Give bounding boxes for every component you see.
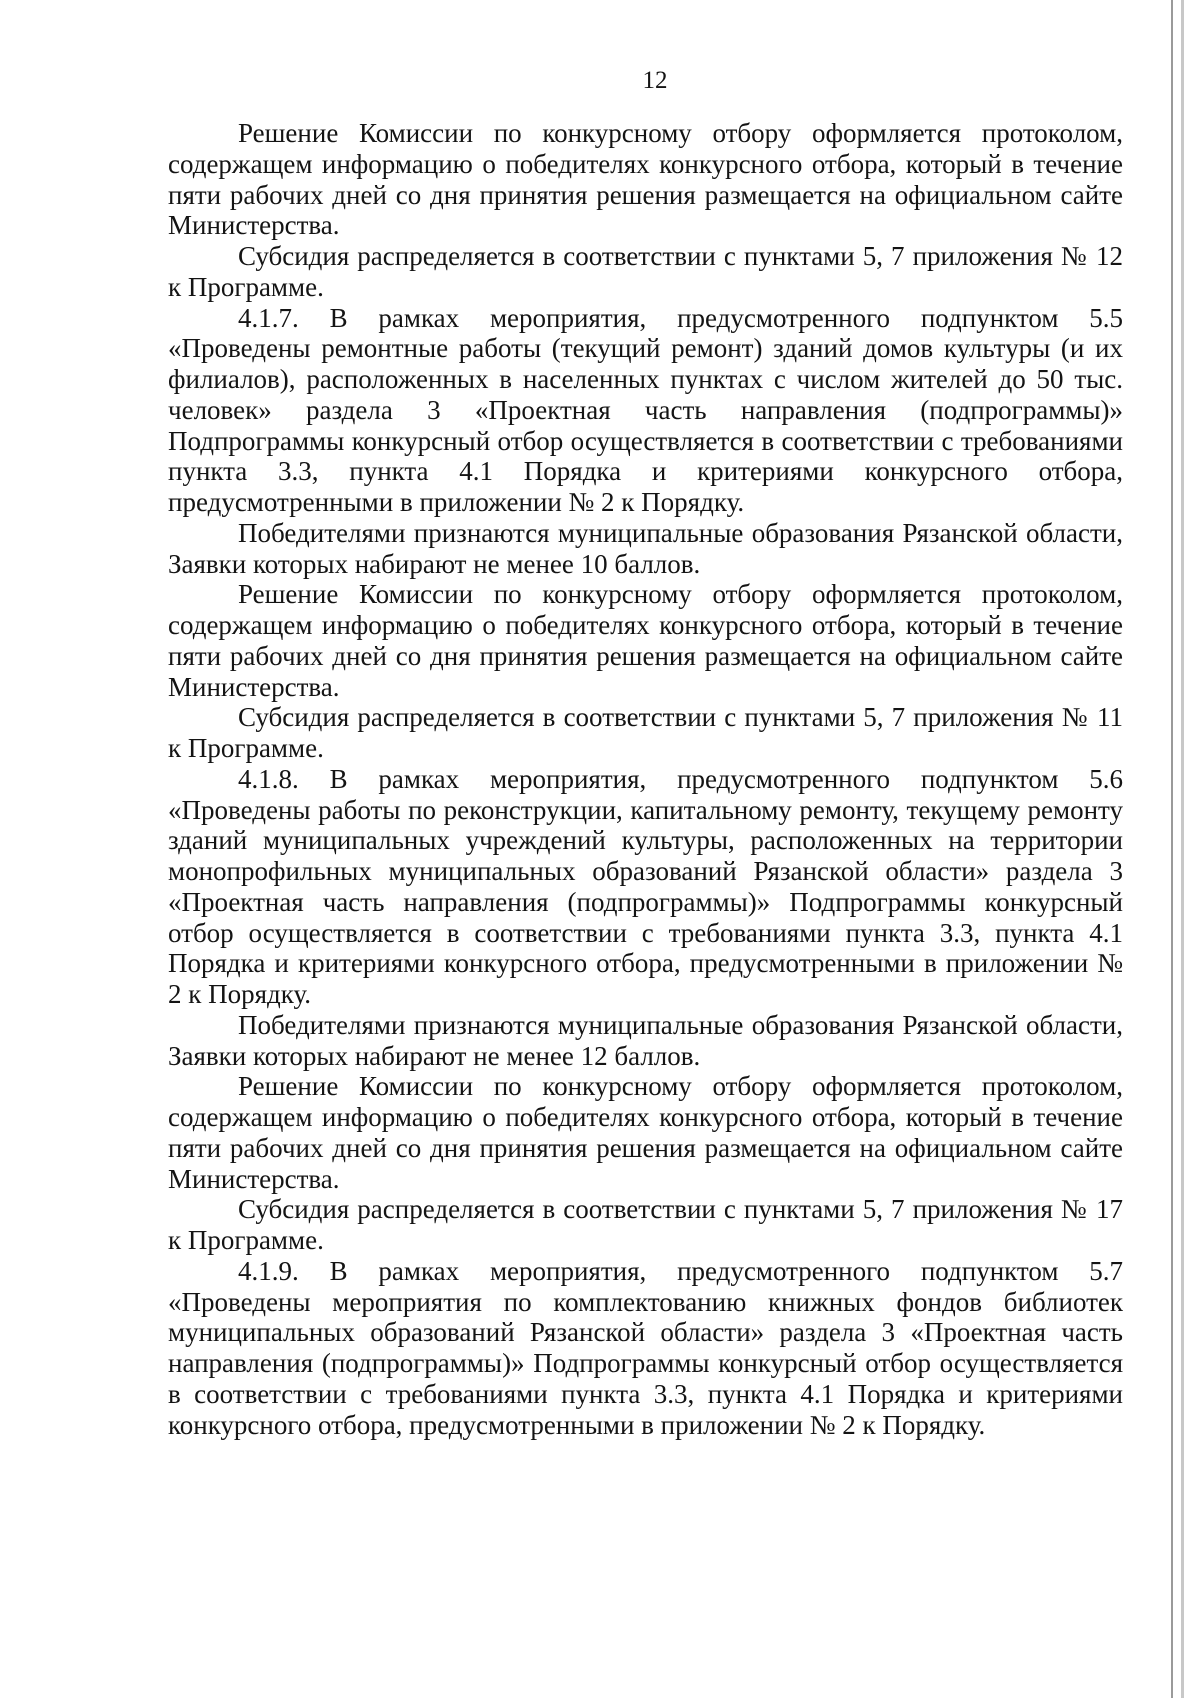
paragraph-decision-protocol: Решение Комиссии по конкурсному отбору оформляется протоколом, содержащем информацию о победителях конкурсного отбора, который в течение пяти рабочих дней со дня принятия решения размещается на официальном сайте Министерства. xyxy=(168,579,1123,702)
paragraph-decision-protocol: Решение Комиссии по конкурсному отбору оформляется протоколом, содержащем информацию о победителях конкурсного отбора, который в течение пяти рабочих дней со дня принятия решения размещается на официальном сайте Министерства. xyxy=(168,118,1123,241)
document-body xyxy=(168,118,1123,1440)
paragraph-clause-4-1-9: 4.1.9. В рамках мероприятия, предусмотренного подпунктом 5.7 «Проведены мероприятия по комплектованию книжных фондов библиотек муниципальных образований Рязанской области» раздела 3 «Проектная часть направления (подпрограммы)» Подпрограммы конкурсный отбор осуществляется в соответствии с требованиями пункта 3.3, пункта 4.1 Порядка и критериями конкурсного отбора, предусмотренными в приложении № 2 к Порядку. xyxy=(168,1255,1123,1440)
paragraph-decision-protocol: Решение Комиссии по конкурсному отбору оформляется протоколом, содержащем информацию о победителях конкурсного отбора, который в течение пяти рабочих дней со дня принятия решения размещается на официальном сайте Министерства. xyxy=(168,1071,1123,1194)
paragraph-subsidy-distribution: Субсидия распределяется в соответствии с пунктами 5, 7 приложения № 11 к Программе. xyxy=(168,702,1123,763)
paragraph-clause-4-1-8: 4.1.8. В рамках мероприятия, предусмотренного подпунктом 5.6 «Проведены работы по реконструкции, капитальному ремонту, текущему ремонту зданий муниципальных учреждений культуры, расположенных на территории монопрофильных муниципальных образований Рязанской области» раздела 3 «Проектная часть направления (подпрограммы)» Подпрограммы конкурсный отбор осуществляется в соответствии с требованиями пункта 3.3, пункта 4.1 Порядка и критериями конкурсного отбора, предусмотренными в приложении № 2 к Порядку. xyxy=(168,763,1123,1009)
scan-edge-line xyxy=(1181,0,1184,1698)
paragraph-subsidy-distribution: Субсидия распределяется в соответствии с пунктами 5, 7 приложения № 12 к Программе. xyxy=(168,241,1123,302)
paragraph-subsidy-distribution: Субсидия распределяется в соответствии с пунктами 5, 7 приложения № 17 к Программе. xyxy=(168,1194,1123,1255)
scan-edge-line xyxy=(1171,0,1173,1698)
paragraph-winners: Победителями признаются муниципальные образования Рязанской области, Заявки которых набирают не менее 10 баллов. xyxy=(168,517,1123,579)
paragraph-winners: Победителями признаются муниципальные образования Рязанской области, Заявки которых набирают не менее 12 баллов. xyxy=(168,1009,1123,1071)
page-number: 12 xyxy=(642,67,668,94)
paragraph-clause-4-1-7: 4.1.7. В рамках мероприятия, предусмотренного подпунктом 5.5 «Проведены ремонтные работы (текущий ремонт) зданий домов культуры (и их филиалов), расположенных в населенных пунктах с числом жителей до 50 тыс. человек» раздела 3 «Проектная часть направления (подпрограммы)» Подпрограммы конкурсный отбор осуществляется в соответствии с требованиями пункта 3.3, пункта 4.1 Порядка и критериями конкурсного отбора, предусмотренными в приложении № 2 к Порядку. xyxy=(168,302,1123,517)
